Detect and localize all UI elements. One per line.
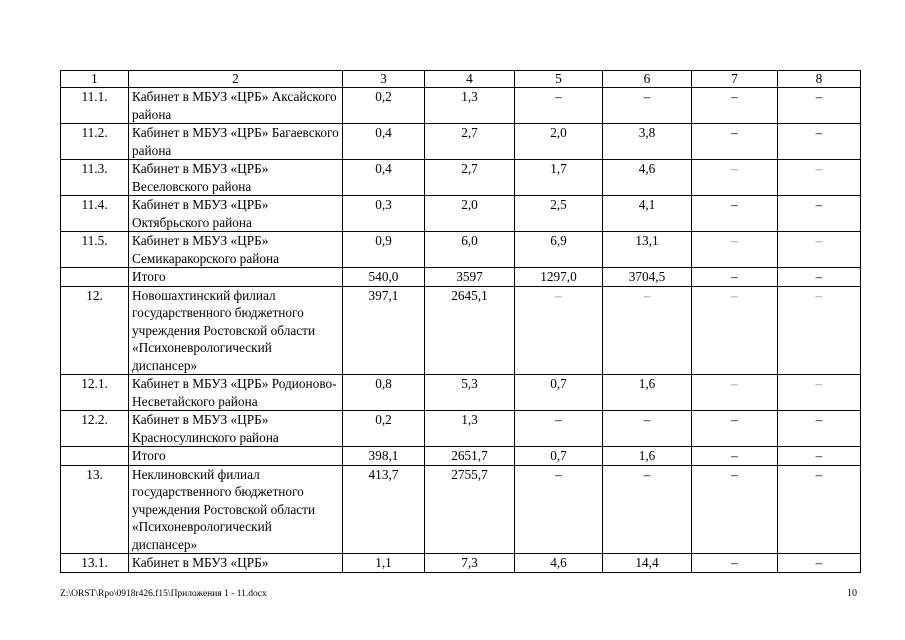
cell: – [692,447,778,466]
table-row [61,375,861,411]
header-cell: 4 [425,71,515,88]
cell: – [692,160,778,196]
table-row [61,232,861,268]
cell: 413,7 [343,465,425,554]
header-cell: 2 [129,71,343,88]
cell: 13,1 [603,232,692,268]
cell: 1,3 [425,411,515,447]
cell: – [778,411,861,447]
cell: – [692,411,778,447]
cell: 0,4 [343,160,425,196]
cell: – [603,465,692,554]
cell: – [778,554,861,573]
row-name: Новошахтинский филиал государственного бюджетного учреждения Ростовской области «Психоневрологический диспансер» [129,286,343,375]
cell: 2,0 [515,124,603,160]
row-number: 13. [61,465,129,554]
table-row [61,554,861,573]
row-name: Кабинет в МБУЗ «ЦРБ» Веселовского района [129,160,343,196]
cell: – [778,196,861,232]
cell: – [515,411,603,447]
cell: – [692,554,778,573]
row-name: Кабинет в МБУЗ «ЦРБ» [129,554,343,573]
cell: – [778,160,861,196]
cell: 1,1 [343,554,425,573]
header-cell: 8 [778,71,861,88]
cell: – [778,124,861,160]
cell: 2,7 [425,124,515,160]
row-number: 11.5. [61,232,129,268]
row-name: Кабинет в МБУЗ «ЦРБ» Багаевского района [129,124,343,160]
cell: – [692,88,778,124]
table-row [61,124,861,160]
row-name: Кабинет в МБУЗ «ЦРБ» Семикаракорского района [129,232,343,268]
page-number: 10 [847,588,857,599]
header-cell: 1 [61,71,129,88]
cell: – [515,286,603,375]
cell: – [692,268,778,287]
cell: – [692,375,778,411]
cell: 0,8 [343,375,425,411]
cell: – [692,124,778,160]
cell: 2,5 [515,196,603,232]
cell: 6,0 [425,232,515,268]
cell: – [778,268,861,287]
cell: 2651,7 [425,447,515,466]
cell: – [778,375,861,411]
row-number: 11.2. [61,124,129,160]
row-number: 12. [61,286,129,375]
cell: 3,8 [603,124,692,160]
cell: 1,3 [425,88,515,124]
table-row-total [61,447,861,466]
row-name: Кабинет в МБУЗ «ЦРБ» Октябрьского района [129,196,343,232]
cell: 397,1 [343,286,425,375]
cell: 540,0 [343,268,425,287]
cell: – [515,465,603,554]
table-row [61,196,861,232]
cell: 1297,0 [515,268,603,287]
row-name: Итого [129,268,343,287]
cell: 0,7 [515,447,603,466]
cell: – [515,88,603,124]
cell: – [778,88,861,124]
row-number: 11.1. [61,88,129,124]
header-cell: 7 [692,71,778,88]
row-name: Итого [129,447,343,466]
row-name: Кабинет в МБУЗ «ЦРБ» Красносулинского района [129,411,343,447]
row-number: 11.3. [61,160,129,196]
table-row [61,465,861,554]
cell: – [692,196,778,232]
table-row [61,286,861,375]
cell: 1,6 [603,447,692,466]
cell: 398,1 [343,447,425,466]
cell: – [692,465,778,554]
cell: 0,2 [343,88,425,124]
row-name: Кабинет в МБУЗ «ЦРБ» Аксайского района [129,88,343,124]
cell: 0,3 [343,196,425,232]
row-number: 12.1. [61,375,129,411]
cell: 1,7 [515,160,603,196]
cell: 4,6 [515,554,603,573]
file-path-footer: Z:\ORST\Rpo\0918r426.f15\Приложения 1 - 11.docx [60,589,267,599]
cell: 3597 [425,268,515,287]
row-number: 13.1. [61,554,129,573]
table-row [61,160,861,196]
header-cell: 6 [603,71,692,88]
data-table [60,70,861,573]
table-row [61,411,861,447]
cell: 2,0 [425,196,515,232]
table-header-row [61,71,861,88]
cell: 0,2 [343,411,425,447]
header-cell: 3 [343,71,425,88]
cell: – [692,286,778,375]
cell: 0,7 [515,375,603,411]
cell: 4,6 [603,160,692,196]
cell: 0,9 [343,232,425,268]
cell: – [778,232,861,268]
cell: 2645,1 [425,286,515,375]
cell: – [603,411,692,447]
table-row-total [61,268,861,287]
cell: 7,3 [425,554,515,573]
cell: – [778,447,861,466]
cell: – [603,286,692,375]
table-row [61,88,861,124]
row-number: 11.4. [61,196,129,232]
header-cell: 5 [515,71,603,88]
cell: 14,4 [603,554,692,573]
row-number [61,447,129,466]
cell: 0,4 [343,124,425,160]
cell: 3704,5 [603,268,692,287]
cell: 4,1 [603,196,692,232]
cell: – [778,286,861,375]
cell: 6,9 [515,232,603,268]
row-number: 12.2. [61,411,129,447]
cell: – [603,88,692,124]
row-name: Кабинет в МБУЗ «ЦРБ» Родионово-Несветайского района [129,375,343,411]
cell: 1,6 [603,375,692,411]
cell: 2,7 [425,160,515,196]
cell: – [778,465,861,554]
row-number [61,268,129,287]
cell: 2755,7 [425,465,515,554]
cell: 5,3 [425,375,515,411]
row-name: Неклиновский филиал государственного бюджетного учреждения Ростовской области «Психоневрологический диспансер» [129,465,343,554]
cell: – [692,232,778,268]
